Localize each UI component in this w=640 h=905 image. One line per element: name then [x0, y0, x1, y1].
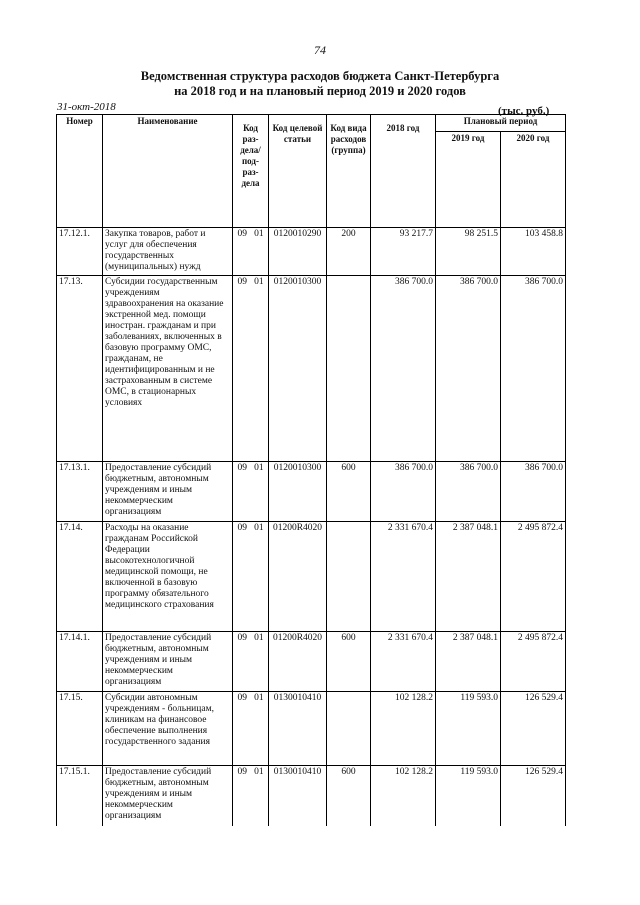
row-subsection: 01: [254, 767, 264, 777]
row-article-code: 01200R4020: [269, 632, 327, 692]
row-value-2020: 126 529.4: [501, 766, 566, 826]
row-section-code: [233, 632, 269, 692]
row-expense-type: [327, 276, 371, 462]
header-section: Код раз- дела/ под- раз- дела: [233, 115, 269, 228]
row-subsection: 01: [254, 633, 264, 643]
title-line-1: Ведомственная структура расходов бюджета Санкт-Петербурга: [140, 69, 500, 83]
document-title: [0, 69, 640, 99]
header-plan-period: Плановый период: [436, 115, 566, 132]
row-value-2020: 386 700.0: [501, 462, 566, 522]
row-expense-type: 600: [327, 632, 371, 692]
row-section-code: [233, 462, 269, 522]
row-number: 17.14.: [57, 522, 103, 632]
row-value-2018: 102 128.2: [371, 692, 436, 766]
row-name: Субсидии государственным учреждениям здравоохранения на оказание экстренной мед. помощи иностран. гражданам и при заболеваниях, включенных в базовую программу ОМС, гражданам, не идентифицированным и не застрахованным в системе ОМС, в стационарных условиях: [103, 276, 233, 462]
row-value-2020: 386 700.0: [501, 276, 566, 462]
row-expense-type: 200: [327, 228, 371, 276]
row-subsection: 01: [254, 229, 264, 239]
header-name: Наименование: [103, 115, 233, 228]
header-2019: 2019 год: [436, 132, 501, 228]
row-value-2018: 93 217.7: [371, 228, 436, 276]
row-subsection: 01: [254, 523, 264, 533]
table-row: [57, 522, 566, 632]
table-row: [57, 276, 566, 462]
row-value-2020: 126 529.4: [501, 692, 566, 766]
table-row: [57, 692, 566, 766]
row-number: 17.15.1.: [57, 766, 103, 826]
row-section-code: [233, 522, 269, 632]
row-section: 09: [237, 523, 247, 533]
table-body: [57, 228, 566, 826]
header-2018: 2018 год: [371, 115, 436, 228]
row-section: 09: [237, 693, 247, 703]
row-article-code: 0120010300: [269, 276, 327, 462]
row-value-2019: 119 593.0: [436, 766, 501, 826]
row-section: 09: [237, 633, 247, 643]
row-section: 09: [237, 463, 247, 473]
budget-table: [56, 114, 566, 826]
row-article-code: 0120010290: [269, 228, 327, 276]
document-date: 31-окт-2018: [57, 101, 116, 113]
row-article-code: 0120010300: [269, 462, 327, 522]
units-label: (тыс. руб.): [498, 105, 550, 117]
header-expense-type: Код вида расходов (группа): [327, 115, 371, 228]
row-subsection: 01: [254, 277, 264, 287]
row-number: 17.15.: [57, 692, 103, 766]
row-article-code: 01200R4020: [269, 522, 327, 632]
row-expense-type: 600: [327, 766, 371, 826]
row-subsection: 01: [254, 693, 264, 703]
table-row: [57, 632, 566, 692]
page-number: 74: [314, 43, 326, 57]
row-value-2020: 103 458.8: [501, 228, 566, 276]
row-name: Расходы на оказание гражданам Российской Федерации высокотехнологичной медицинской помощи, не включенной в базовую программу обязательного медицинского страхования: [103, 522, 233, 632]
title-line-2: на 2018 год и на плановый период 2019 и 2020 годов: [174, 84, 466, 98]
row-section-code: [233, 766, 269, 826]
row-section: 09: [237, 767, 247, 777]
row-value-2018: 2 331 670.4: [371, 522, 436, 632]
row-article-code: 0130010410: [269, 692, 327, 766]
row-expense-type: 600: [327, 462, 371, 522]
header-article: Код целевой статьи: [269, 115, 327, 228]
row-value-2020: 2 495 872.4: [501, 522, 566, 632]
row-value-2018: 2 331 670.4: [371, 632, 436, 692]
row-value-2019: 98 251.5: [436, 228, 501, 276]
row-expense-type: [327, 522, 371, 632]
row-value-2018: 386 700.0: [371, 276, 436, 462]
row-name: Предоставление субсидий бюджетным, автономным учреждениям и иным некоммерческим организациям: [103, 632, 233, 692]
row-value-2018: 102 128.2: [371, 766, 436, 826]
header-number: Номер: [57, 115, 103, 228]
header-2020: 2020 год: [501, 132, 566, 228]
row-value-2019: 2 387 048.1: [436, 632, 501, 692]
row-expense-type: [327, 692, 371, 766]
row-value-2019: 386 700.0: [436, 276, 501, 462]
table-header: [57, 115, 566, 228]
row-number: 17.13.: [57, 276, 103, 462]
table-row: [57, 766, 566, 826]
row-name: Предоставление субсидий бюджетным, автономным учреждениям и иным некоммерческим организациям: [103, 766, 233, 826]
row-name: Субсидии автономным учреждениям - больницам, клиникам на финансовое обеспечение выполнения государственного задания: [103, 692, 233, 766]
table-row: [57, 228, 566, 276]
row-name: Закупка товаров, работ и услуг для обеспечения государственных (муниципальных) нужд: [103, 228, 233, 276]
row-value-2019: 386 700.0: [436, 462, 501, 522]
row-value-2020: 2 495 872.4: [501, 632, 566, 692]
row-section-code: [233, 692, 269, 766]
row-value-2018: 386 700.0: [371, 462, 436, 522]
row-subsection: 01: [254, 463, 264, 473]
row-article-code: 0130010410: [269, 766, 327, 826]
table-row: [57, 462, 566, 522]
row-value-2019: 2 387 048.1: [436, 522, 501, 632]
row-value-2019: 119 593.0: [436, 692, 501, 766]
row-number: 17.13.1.: [57, 462, 103, 522]
row-number: 17.14.1.: [57, 632, 103, 692]
row-name: Предоставление субсидий бюджетным, автономным учреждениям и иным некоммерческим организациям: [103, 462, 233, 522]
row-section-code: [233, 276, 269, 462]
row-section: 09: [237, 229, 247, 239]
row-number: 17.12.1.: [57, 228, 103, 276]
row-section: 09: [237, 277, 247, 287]
row-section-code: [233, 228, 269, 276]
